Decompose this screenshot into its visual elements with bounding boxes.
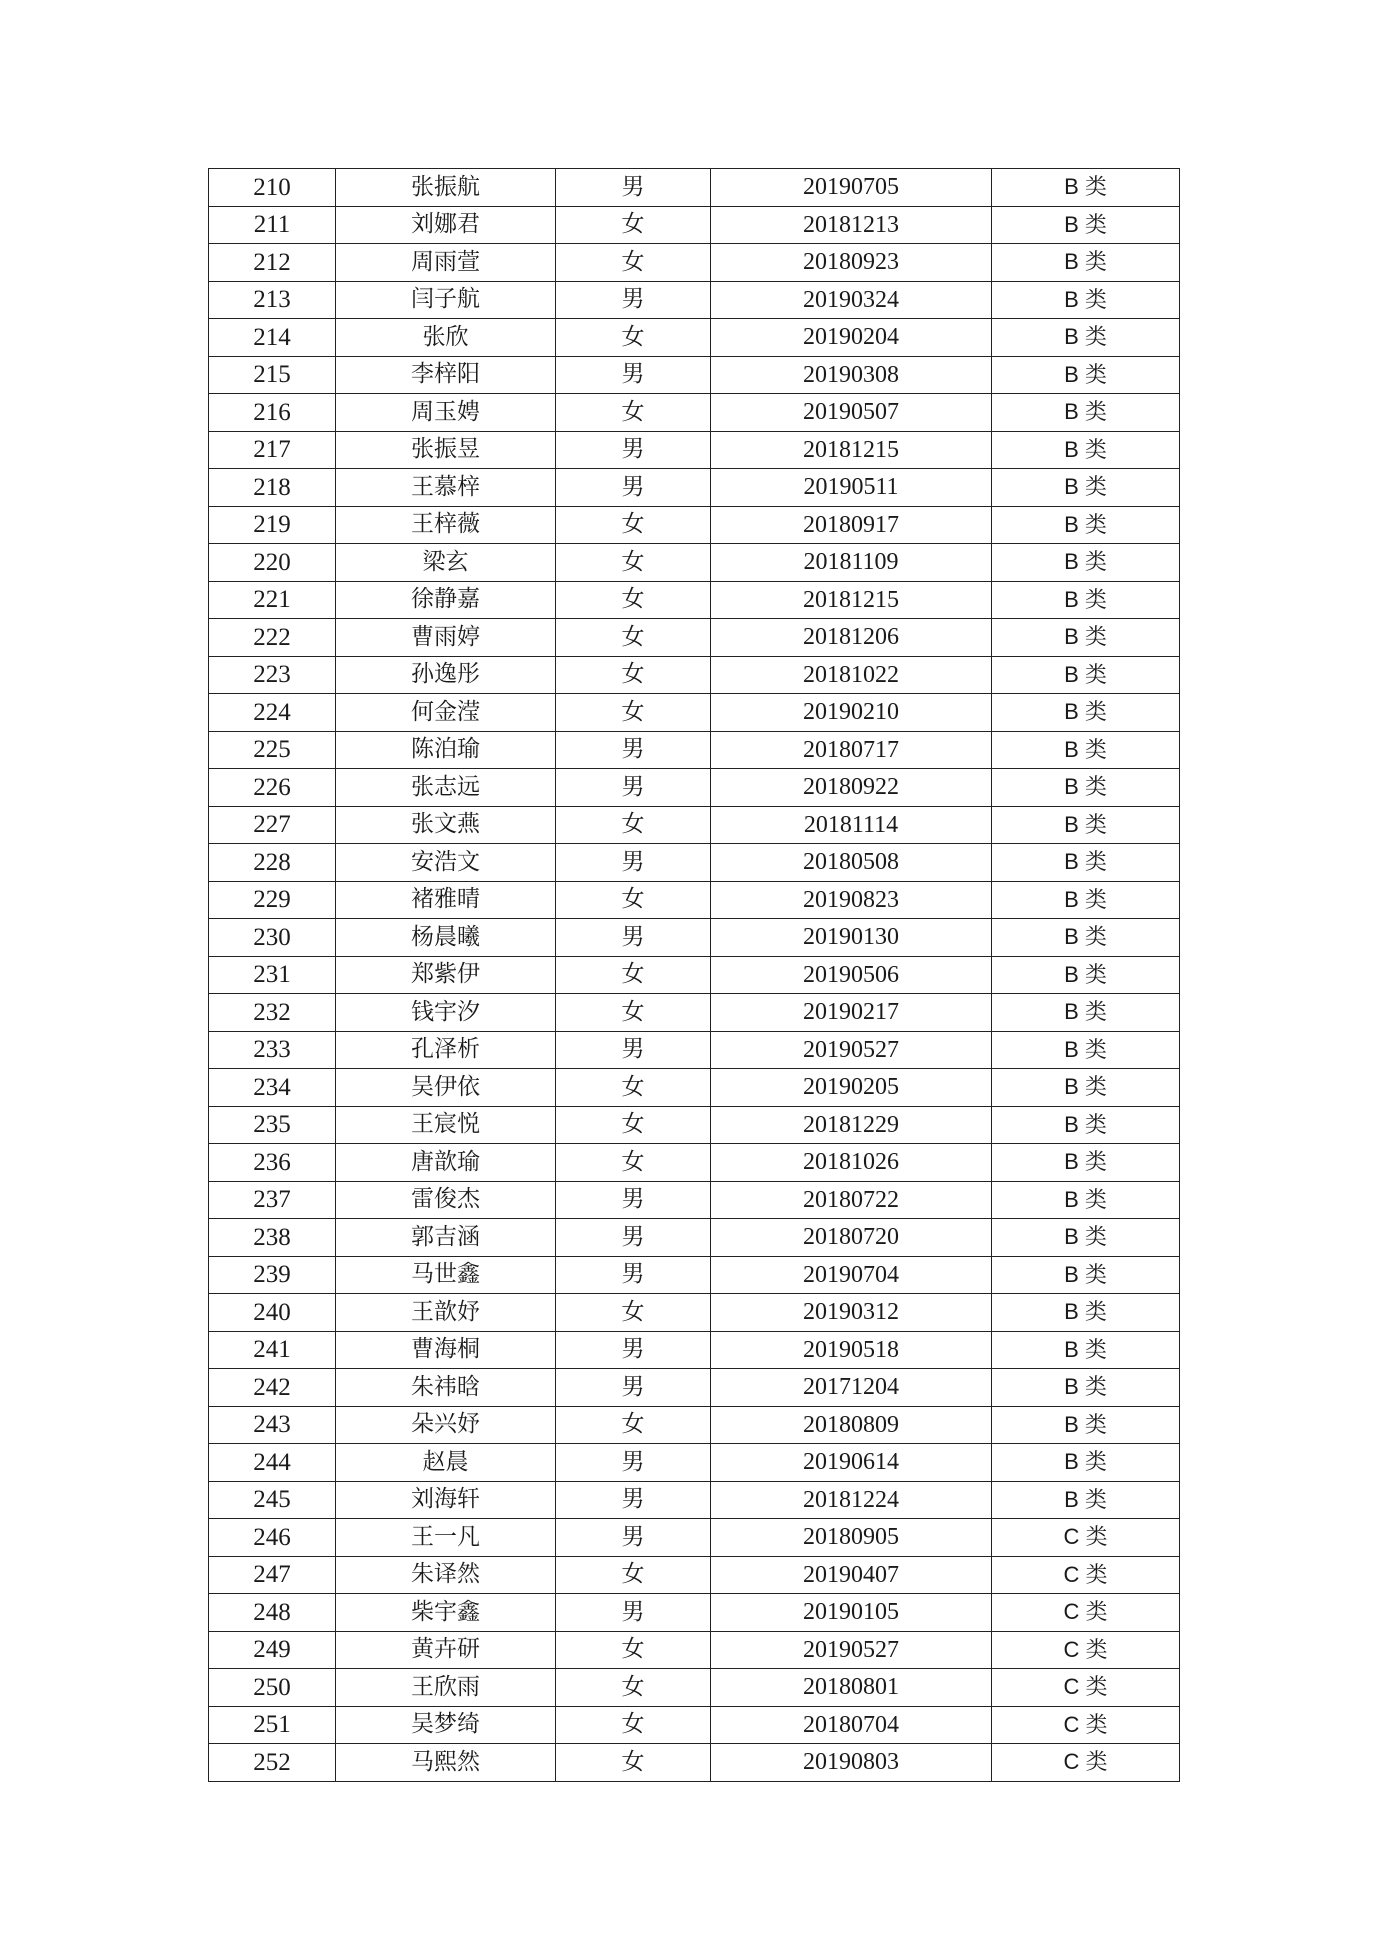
- gender-cell: 女: [556, 619, 711, 657]
- date-cell: 20180717: [711, 731, 992, 769]
- date-cell: 20190130: [711, 919, 992, 957]
- date-cell: 20181114: [711, 806, 992, 844]
- gender-cell: 男: [556, 1256, 711, 1294]
- category-cell: B 类: [992, 956, 1180, 994]
- gender-cell: 男: [556, 281, 711, 319]
- gender-cell: 男: [556, 1219, 711, 1257]
- table-row: [209, 1331, 1180, 1369]
- row-number-cell: 229: [209, 881, 336, 919]
- row-number-cell: 225: [209, 731, 336, 769]
- row-number-cell: 220: [209, 544, 336, 582]
- row-number-cell: 249: [209, 1631, 336, 1669]
- name-cell: 徐静嘉: [336, 581, 556, 619]
- date-cell: 20190105: [711, 1594, 992, 1632]
- row-number-cell: 224: [209, 694, 336, 732]
- table-row: [209, 656, 1180, 694]
- name-cell: 王梓薇: [336, 506, 556, 544]
- category-cell: B 类: [992, 994, 1180, 1032]
- gender-cell: 女: [556, 1106, 711, 1144]
- date-cell: 20190518: [711, 1331, 992, 1369]
- name-cell: 王宸悦: [336, 1106, 556, 1144]
- table-row: [209, 581, 1180, 619]
- date-cell: 20171204: [711, 1369, 992, 1407]
- row-number-cell: 232: [209, 994, 336, 1032]
- row-number-cell: 215: [209, 356, 336, 394]
- gender-cell: 女: [556, 1744, 711, 1782]
- table-row: [209, 1744, 1180, 1782]
- table-row: [209, 1669, 1180, 1707]
- row-number-cell: 240: [209, 1294, 336, 1332]
- name-cell: 安浩文: [336, 844, 556, 882]
- gender-cell: 女: [556, 544, 711, 582]
- category-cell: B 类: [992, 881, 1180, 919]
- category-cell: B 类: [992, 1406, 1180, 1444]
- gender-cell: 女: [556, 956, 711, 994]
- date-cell: 20181215: [711, 581, 992, 619]
- gender-cell: 女: [556, 1631, 711, 1669]
- date-cell: 20181215: [711, 431, 992, 469]
- table-row: [209, 1294, 1180, 1332]
- category-cell: B 类: [992, 806, 1180, 844]
- table-row: [209, 544, 1180, 582]
- row-number-cell: 238: [209, 1219, 336, 1257]
- category-cell: B 类: [992, 581, 1180, 619]
- gender-cell: 女: [556, 1144, 711, 1182]
- gender-cell: 男: [556, 844, 711, 882]
- category-cell: C 类: [992, 1706, 1180, 1744]
- category-cell: B 类: [992, 1181, 1180, 1219]
- date-cell: 20180720: [711, 1219, 992, 1257]
- table-row: [209, 619, 1180, 657]
- category-cell: C 类: [992, 1669, 1180, 1707]
- name-cell: 刘娜君: [336, 206, 556, 244]
- table-row: [209, 919, 1180, 957]
- gender-cell: 女: [556, 206, 711, 244]
- name-cell: 何金滢: [336, 694, 556, 732]
- name-cell: 曹海桐: [336, 1331, 556, 1369]
- category-cell: B 类: [992, 1256, 1180, 1294]
- gender-cell: 男: [556, 1444, 711, 1482]
- name-cell: 李梓阳: [336, 356, 556, 394]
- name-cell: 曹雨婷: [336, 619, 556, 657]
- row-number-cell: 242: [209, 1369, 336, 1407]
- name-cell: 郭吉涵: [336, 1219, 556, 1257]
- row-number-cell: 243: [209, 1406, 336, 1444]
- category-cell: B 类: [992, 1369, 1180, 1407]
- gender-cell: 女: [556, 1556, 711, 1594]
- table-row: [209, 1406, 1180, 1444]
- date-cell: 20180809: [711, 1406, 992, 1444]
- table-row: [209, 319, 1180, 357]
- gender-cell: 女: [556, 1069, 711, 1107]
- name-cell: 王一凡: [336, 1519, 556, 1557]
- table-row: [209, 281, 1180, 319]
- name-cell: 柴宇鑫: [336, 1594, 556, 1632]
- table-row: [209, 1444, 1180, 1482]
- table-row: [209, 431, 1180, 469]
- date-cell: 20180923: [711, 244, 992, 282]
- gender-cell: 女: [556, 506, 711, 544]
- date-cell: 20181109: [711, 544, 992, 582]
- category-cell: B 类: [992, 431, 1180, 469]
- gender-cell: 女: [556, 994, 711, 1032]
- category-cell: B 类: [992, 619, 1180, 657]
- table-row: [209, 1481, 1180, 1519]
- name-cell: 朱祎晗: [336, 1369, 556, 1407]
- row-number-cell: 236: [209, 1144, 336, 1182]
- category-cell: B 类: [992, 469, 1180, 507]
- date-cell: 20180917: [711, 506, 992, 544]
- date-cell: 20180922: [711, 769, 992, 807]
- gender-cell: 男: [556, 1519, 711, 1557]
- row-number-cell: 241: [209, 1331, 336, 1369]
- table-row: [209, 1706, 1180, 1744]
- gender-cell: 女: [556, 394, 711, 432]
- name-cell: 王欣雨: [336, 1669, 556, 1707]
- category-cell: B 类: [992, 919, 1180, 957]
- date-cell: 20190308: [711, 356, 992, 394]
- gender-cell: 男: [556, 919, 711, 957]
- name-cell: 唐歆瑜: [336, 1144, 556, 1182]
- gender-cell: 男: [556, 1031, 711, 1069]
- gender-cell: 男: [556, 469, 711, 507]
- date-cell: 20181026: [711, 1144, 992, 1182]
- row-number-cell: 234: [209, 1069, 336, 1107]
- table-row: [209, 169, 1180, 207]
- category-cell: B 类: [992, 319, 1180, 357]
- table-row: [209, 806, 1180, 844]
- gender-cell: 男: [556, 431, 711, 469]
- table-row: [209, 244, 1180, 282]
- name-cell: 雷俊杰: [336, 1181, 556, 1219]
- table-row: [209, 1369, 1180, 1407]
- row-number-cell: 250: [209, 1669, 336, 1707]
- name-cell: 张志远: [336, 769, 556, 807]
- name-cell: 周玉娉: [336, 394, 556, 432]
- category-cell: B 类: [992, 1031, 1180, 1069]
- category-cell: B 类: [992, 394, 1180, 432]
- gender-cell: 女: [556, 694, 711, 732]
- gender-cell: 女: [556, 1706, 711, 1744]
- name-cell: 褚雅晴: [336, 881, 556, 919]
- gender-cell: 女: [556, 1406, 711, 1444]
- gender-cell: 女: [556, 1669, 711, 1707]
- row-number-cell: 230: [209, 919, 336, 957]
- table-row: [209, 731, 1180, 769]
- row-number-cell: 246: [209, 1519, 336, 1557]
- category-cell: B 类: [992, 656, 1180, 694]
- category-cell: B 类: [992, 356, 1180, 394]
- row-number-cell: 233: [209, 1031, 336, 1069]
- category-cell: B 类: [992, 1481, 1180, 1519]
- category-cell: B 类: [992, 544, 1180, 582]
- category-cell: B 类: [992, 1444, 1180, 1482]
- category-cell: B 类: [992, 244, 1180, 282]
- row-number-cell: 212: [209, 244, 336, 282]
- name-cell: 赵晨: [336, 1444, 556, 1482]
- date-cell: 20181022: [711, 656, 992, 694]
- gender-cell: 女: [556, 806, 711, 844]
- category-cell: B 类: [992, 1219, 1180, 1257]
- category-cell: B 类: [992, 1106, 1180, 1144]
- gender-cell: 女: [556, 881, 711, 919]
- gender-cell: 男: [556, 356, 711, 394]
- name-cell: 钱宇汐: [336, 994, 556, 1032]
- table-row: [209, 394, 1180, 432]
- name-cell: 张振昱: [336, 431, 556, 469]
- row-number-cell: 247: [209, 1556, 336, 1594]
- gender-cell: 女: [556, 319, 711, 357]
- date-cell: 20190614: [711, 1444, 992, 1482]
- name-cell: 王慕梓: [336, 469, 556, 507]
- table-row: [209, 956, 1180, 994]
- roster-table: [208, 168, 1180, 1782]
- gender-cell: 男: [556, 1594, 711, 1632]
- table-row: [209, 1031, 1180, 1069]
- date-cell: 20190704: [711, 1256, 992, 1294]
- table-row: [209, 1594, 1180, 1632]
- date-cell: 20190511: [711, 469, 992, 507]
- category-cell: B 类: [992, 694, 1180, 732]
- table-row: [209, 506, 1180, 544]
- name-cell: 杨晨曦: [336, 919, 556, 957]
- date-cell: 20180801: [711, 1669, 992, 1707]
- date-cell: 20190204: [711, 319, 992, 357]
- gender-cell: 男: [556, 169, 711, 207]
- row-number-cell: 210: [209, 169, 336, 207]
- name-cell: 孔泽析: [336, 1031, 556, 1069]
- date-cell: 20181229: [711, 1106, 992, 1144]
- date-cell: 20190705: [711, 169, 992, 207]
- table-row: [209, 769, 1180, 807]
- name-cell: 陈泊瑜: [336, 731, 556, 769]
- table-row: [209, 206, 1180, 244]
- gender-cell: 女: [556, 656, 711, 694]
- gender-cell: 男: [556, 1481, 711, 1519]
- table-row: [209, 356, 1180, 394]
- category-cell: B 类: [992, 1331, 1180, 1369]
- gender-cell: 女: [556, 1294, 711, 1332]
- date-cell: 20190324: [711, 281, 992, 319]
- name-cell: 张欣: [336, 319, 556, 357]
- row-number-cell: 221: [209, 581, 336, 619]
- date-cell: 20190407: [711, 1556, 992, 1594]
- date-cell: 20181206: [711, 619, 992, 657]
- table-row: [209, 1106, 1180, 1144]
- name-cell: 吴梦绮: [336, 1706, 556, 1744]
- row-number-cell: 244: [209, 1444, 336, 1482]
- table-row: [209, 694, 1180, 732]
- name-cell: 孙逸彤: [336, 656, 556, 694]
- gender-cell: 男: [556, 731, 711, 769]
- row-number-cell: 222: [209, 619, 336, 657]
- category-cell: B 类: [992, 169, 1180, 207]
- table-row: [209, 469, 1180, 507]
- name-cell: 周雨萱: [336, 244, 556, 282]
- row-number-cell: 226: [209, 769, 336, 807]
- row-number-cell: 219: [209, 506, 336, 544]
- gender-cell: 男: [556, 1369, 711, 1407]
- gender-cell: 女: [556, 581, 711, 619]
- date-cell: 20190312: [711, 1294, 992, 1332]
- row-number-cell: 223: [209, 656, 336, 694]
- date-cell: 20190527: [711, 1631, 992, 1669]
- category-cell: B 类: [992, 1144, 1180, 1182]
- row-number-cell: 218: [209, 469, 336, 507]
- table-row: [209, 881, 1180, 919]
- table-row: [209, 1556, 1180, 1594]
- row-number-cell: 248: [209, 1594, 336, 1632]
- table-row: [209, 1256, 1180, 1294]
- gender-cell: 男: [556, 1181, 711, 1219]
- date-cell: 20190506: [711, 956, 992, 994]
- name-cell: 张振航: [336, 169, 556, 207]
- category-cell: B 类: [992, 731, 1180, 769]
- row-number-cell: 216: [209, 394, 336, 432]
- name-cell: 朱译然: [336, 1556, 556, 1594]
- gender-cell: 女: [556, 244, 711, 282]
- row-number-cell: 228: [209, 844, 336, 882]
- name-cell: 朵兴妤: [336, 1406, 556, 1444]
- category-cell: B 类: [992, 206, 1180, 244]
- table-row: [209, 1069, 1180, 1107]
- category-cell: C 类: [992, 1519, 1180, 1557]
- date-cell: 20190527: [711, 1031, 992, 1069]
- category-cell: C 类: [992, 1744, 1180, 1782]
- name-cell: 闫子航: [336, 281, 556, 319]
- category-cell: B 类: [992, 506, 1180, 544]
- date-cell: 20190205: [711, 1069, 992, 1107]
- date-cell: 20181213: [711, 206, 992, 244]
- gender-cell: 男: [556, 769, 711, 807]
- name-cell: 张文燕: [336, 806, 556, 844]
- date-cell: 20190507: [711, 394, 992, 432]
- row-number-cell: 251: [209, 1706, 336, 1744]
- category-cell: B 类: [992, 1069, 1180, 1107]
- row-number-cell: 239: [209, 1256, 336, 1294]
- name-cell: 马熙然: [336, 1744, 556, 1782]
- category-cell: C 类: [992, 1631, 1180, 1669]
- row-number-cell: 213: [209, 281, 336, 319]
- category-cell: B 类: [992, 1294, 1180, 1332]
- date-cell: 20181224: [711, 1481, 992, 1519]
- category-cell: C 类: [992, 1556, 1180, 1594]
- date-cell: 20180905: [711, 1519, 992, 1557]
- name-cell: 王歆妤: [336, 1294, 556, 1332]
- name-cell: 吴伊依: [336, 1069, 556, 1107]
- name-cell: 梁玄: [336, 544, 556, 582]
- name-cell: 刘海轩: [336, 1481, 556, 1519]
- table-row: [209, 844, 1180, 882]
- category-cell: B 类: [992, 769, 1180, 807]
- row-number-cell: 217: [209, 431, 336, 469]
- row-number-cell: 245: [209, 1481, 336, 1519]
- roster-body: [209, 169, 1180, 1782]
- row-number-cell: 214: [209, 319, 336, 357]
- name-cell: 郑紫伊: [336, 956, 556, 994]
- row-number-cell: 227: [209, 806, 336, 844]
- table-row: [209, 1631, 1180, 1669]
- category-cell: B 类: [992, 844, 1180, 882]
- gender-cell: 男: [556, 1331, 711, 1369]
- name-cell: 马世鑫: [336, 1256, 556, 1294]
- row-number-cell: 211: [209, 206, 336, 244]
- date-cell: 20190803: [711, 1744, 992, 1782]
- date-cell: 20180722: [711, 1181, 992, 1219]
- row-number-cell: 252: [209, 1744, 336, 1782]
- date-cell: 20190823: [711, 881, 992, 919]
- category-cell: B 类: [992, 281, 1180, 319]
- table-row: [209, 994, 1180, 1032]
- name-cell: 黄卉研: [336, 1631, 556, 1669]
- category-cell: C 类: [992, 1594, 1180, 1632]
- row-number-cell: 235: [209, 1106, 336, 1144]
- date-cell: 20190210: [711, 694, 992, 732]
- date-cell: 20180704: [711, 1706, 992, 1744]
- table-row: [209, 1144, 1180, 1182]
- table-row: [209, 1519, 1180, 1557]
- table-row: [209, 1181, 1180, 1219]
- date-cell: 20190217: [711, 994, 992, 1032]
- date-cell: 20180508: [711, 844, 992, 882]
- row-number-cell: 237: [209, 1181, 336, 1219]
- table-row: [209, 1219, 1180, 1257]
- row-number-cell: 231: [209, 956, 336, 994]
